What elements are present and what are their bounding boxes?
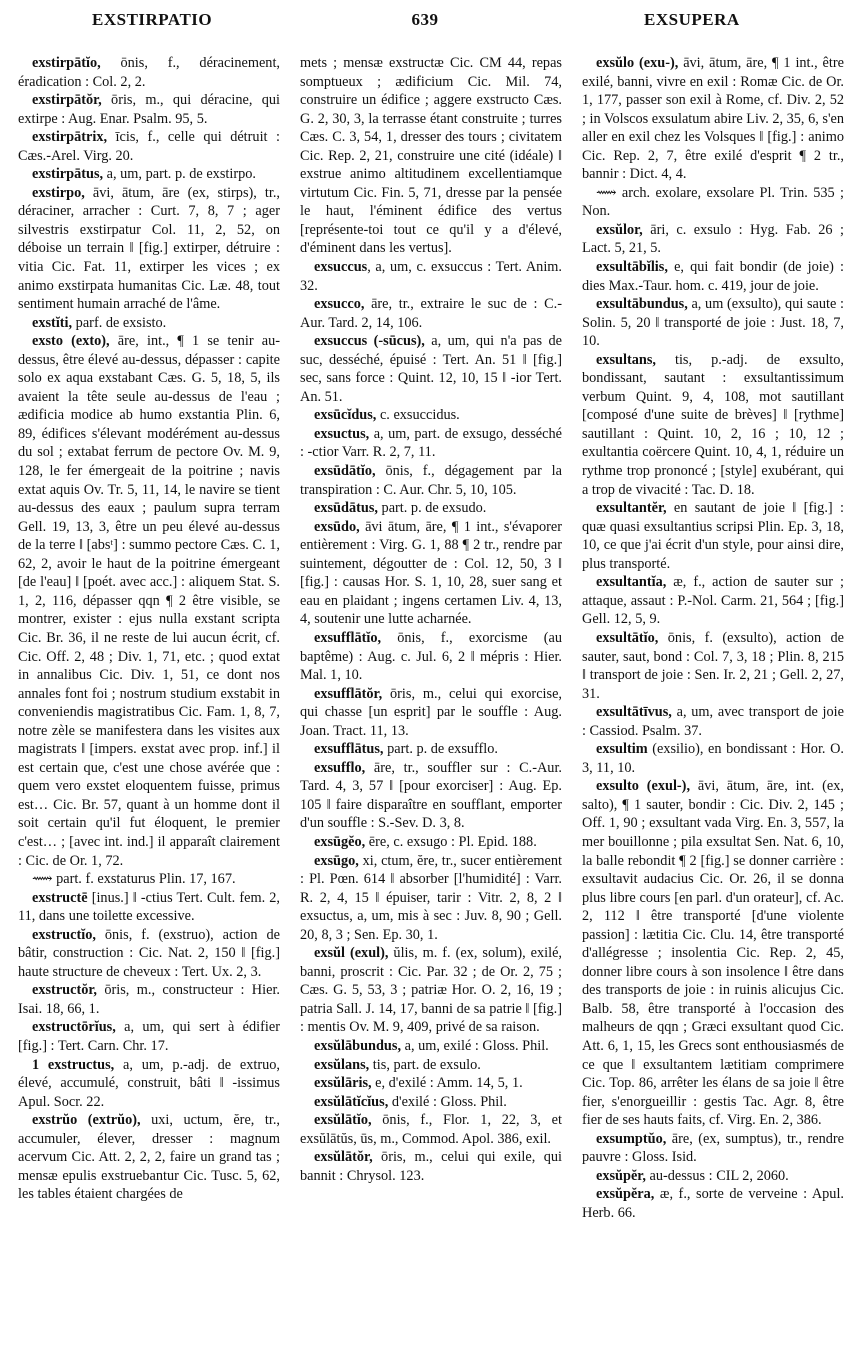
entry-headword: exsūdātĭo, [314,463,376,480]
dictionary-entry [300,462,562,499]
dictionary-entry [582,499,844,573]
entry-definition: āre, int., ¶ 1 se tenir au-dessus, être élevé au-dessus, dépasser : capite solo ex aqua exstabant Cæs. G. 5, 18, 5, ils avaient la tête seule au-dessus de l'eau ; ædificia modice ab humo exstantia Plin. 6, 89, édifices s'élevant modérément au-dessus du sol ; extabat ferrum de pectore Ov. M. 9, 128, le fer émergeait de la poitrine ; navis extat aquis Ov. Tr. 5, 11, 14, le navire se tient au-dessus des eaux ; paulum supra terram Gell. 19, 13, 3, être un peu élevé au-dessus de la terre ‖ [absᵗ] : summo pectore Cæs. C. 1, 62, 2, avoir le haut de la poitrine émergeant [de l'eau] ‖ [poét. avec acc.] : aliquem Stat. S. 1, 2, 116, dépasser qqn ¶ 2 être visible, se montrer, exister : ejus nulla exstant scripta Cic. Br. 36, il ne reste de lui aucun écrit, cf. Cic. Off. 2, 48 ; Div. 1, 71, etc. ; quod extat in annalibus Cic. Div. 1, 51, ce dont nos annales font foi ; nostrum studium exstabit in conveniendis magistratibus Cic. Fam. 1, 8, 7, notre zèle se manifestera dans les visites aux magistrats ‖ [impers. exstat avec prop. inf.] il est certain que, c'est une chose avérée que : quem vero exstet eloquentem fuisse, primus est… Cic. Br. 57, quant à un homme dont il soit certain qu'il fut éloquent, le premier c'est… ; [avec int. ind.] il apparaît clairement : Cic. de Or. 1, 72. [18,333,280,869]
entry-headword: exsūgo, [314,852,359,869]
entry-headword: exstructē [32,889,88,906]
dictionary-entry [300,499,562,518]
entry-headword: exsuccus [314,259,368,276]
dictionary-entry [18,91,280,128]
dictionary-entry [300,1037,562,1056]
entry-headword: exsŭlāris, [314,1075,372,1092]
dictionary-entry [582,1167,844,1186]
dictionary-entry [18,332,280,870]
dictionary-entry [300,852,562,945]
dictionary-entry [300,1148,562,1185]
entry-headword: exsŭlātŏr, [314,1149,373,1166]
dictionary-entry [18,1018,280,1055]
entry-headword: exsucco, [314,296,365,313]
entry-headword: exsŭlābundus, [314,1037,402,1054]
entry-headword: exsufflātus, [314,741,384,758]
entry-definition: āri, c. exsulo : Hyg. Fab. 26 ; Lact. 5, 21, 5. [582,221,844,257]
dictionary-entry [18,926,280,982]
page-header [0,0,850,40]
entry-headword: exsŭlātĭcĭus, [314,1093,389,1110]
entry-headword: 1 exstructus, [32,1056,115,1073]
entry-definition: part. p. de exsudo. [377,500,487,517]
entry-headword: exsufflātŏr, [314,685,383,702]
entry-definition: en sautant de joie ‖ [fig.] : quæ quasi exsultantius scripsi Plin. Ep. 3, 18, 10, ce que j'ai écrit d'un style, pour ainsi dire, plus transporté. [582,500,844,572]
entry-definition: a, um, part. de exsugo, desséché : -ctior Varr. R. 2, 7, 11. [300,425,562,461]
dictionary-entry [300,944,562,1037]
column-left [18,54,280,1356]
dictionary-entry [18,981,280,1018]
entry-definition: c. exsuccidus. [376,407,460,424]
dictionary-entry [300,740,562,759]
entry-definition: æ, f., action de sauter sur ; attaque, assaut : P.-Nol. Carm. 21, 564 ; [fig.] Gell. 12, 5, 9. [582,574,844,628]
dictionary-entry [582,629,844,703]
entry-definition: d'exilé : Gloss. Phil. [388,1093,507,1110]
entry-headword: exstirpo, [32,184,85,201]
entry-definition: ōris, m., qui déracine, qui extirpe : Aug. Enar. Psalm. 95, 5. [18,92,280,127]
entry-headword: exsto (exto), [32,333,110,350]
entry-headword: exsŭlor, [596,221,643,238]
dictionary-entry [582,740,844,777]
entry-headword: exsumptŭo, [596,1130,667,1147]
entry-definition: ⟿ arch. exolare, exsolare Pl. Trin. 535 ; Non. [582,184,844,220]
dictionary-entry [582,221,844,258]
dictionary-entry [300,629,562,685]
entry-definition: uxi, uctum, ĕre, tr., accumuler, élever, dresser : magnum acervum Cic. Att. 2, 2, 2, faire un grand tas ; mensæ epulis exstruebantur Cic. Tusc. 5, 62, les tables étaient chargées de [18,1112,280,1203]
entry-definition: ōris, m., constructeur : Hier. Isai. 18, 66, 1. [18,982,280,1017]
entry-headword: exstrŭo (extrŭo), [32,1112,141,1129]
entry-definition: mets ; mensæ exstructæ Cic. CM 44, repas somptueux ; ædificium Cic. Mil. 74, construire un édifice ; aggere exstructo Cæs. G. 2, 30, 3, la terrasse étant construite ; turres Cæs. C. 3, 54, 1, dresser des tours ; civitatem Cic. Rep. 2, 21, construire une cité (idéale) ‖ exstrue animo altitudinem excellentiamque virtutum Cic. Fin. 5, 71, dresse par la pensée le haut, l'éminent édifice des vertus [représente-toi tout ce qu'il y a d'élevé, d'éminent dans les vertus]. [300,55,562,257]
entry-headword: exsuccus (-sūcus), [314,333,425,350]
entry-definition: āvi, ātum, āre, ¶ 1 int., être exilé, banni, vivre en exil : Romæ Cic. de Or. 1, 177, passer son exil à Rome, cf. Div. 2, 52 ; in Volscos exsulatum abire Liv. 2, 35, 6, s'en aller en exil chez les Volsques ‖ [fig.] : animo Cic. Rep. 2, 7, être exilé d'esprit ¶ 2 tr., bannir : Dict. 4, 4. [582,55,844,183]
dictionary-entry [300,295,562,332]
entry-headword: exsūcĭdus, [314,407,377,424]
entry-definition: ēre, c. exsugo : Pl. Epid. 188. [365,833,537,850]
entry-definition: e, qui fait bondir (de joie) : dies Max.-Taur. hom. c. 419, jour de joie. [582,259,844,294]
entry-definition: au-dessus : CIL 2, 2060. [645,1167,789,1184]
entry-headword: exsultātĭo, [596,629,659,646]
dictionary-entry [18,889,280,926]
entry-definition: a, um, p.-adj. de extruo, élevé, accumulé, construit, bâti ‖ -issimus Apul. Socr. 22. [18,1056,280,1110]
column-right [582,54,844,1356]
dictionary-entry [18,870,280,889]
entry-definition: xi, ctum, ĕre, tr., sucer entièrement : Pl. Pœn. 614 ‖ absorber [l'humidité] : Varr. R. 2, 4, 15 ‖ épuiser, tarir : Vitr. 2, 8, 2 ‖ exsuctus, a, um, mis à sec : Juv. 8, 90 ; Gell. 20, 8, 3 ; Sen. Ep. 30, 1. [300,852,562,943]
dictionary-entry [582,777,844,1129]
entry-headword: exsultābundus, [596,296,688,313]
dictionary-entry [582,184,844,221]
entry-headword: exstructōrĭus, [32,1019,116,1036]
entry-definition: āre, tr., extraire le suc de : C.-Aur. Tard. 2, 14, 106. [300,296,562,331]
dictionary-entry [300,258,562,295]
entry-definition: ōnis, f., exorcisme (au baptême) : Aug. c. Jul. 6, 2 ‖ mépris : Hier. Mal. 1, 10. [300,629,562,684]
entry-headword: exstirpātĭo, [32,55,101,71]
column-middle [300,54,562,1356]
entry-headword: exsuctus, [314,425,370,442]
entry-definition: a, um, part. p. de exstirpo. [103,166,256,183]
dictionary-entry [300,759,562,833]
entry-definition: āre, tr., souffler sur : C.-Aur. Tard. 4, 3, 57 ‖ [pour exorciser] : Aug. Ep. 105 ‖ faire disparaître en soufflant, emporter d'un souffle : S.-Sev. D. 3, 8. [300,759,562,832]
entry-headword: exsultābĭlis, [596,259,668,276]
dictionary-entry [18,1056,280,1112]
entry-headword: exstructŏr, [32,982,97,999]
entry-headword: exstĭti, [32,314,73,331]
entry-definition: a, um, avec transport de joie : Cassiod. Psalm. 37. [582,704,844,739]
entry-headword: exsŭl (exul), [314,945,389,962]
entry-headword: exsŭlātĭo, [314,1112,372,1129]
entry-definition: æ, f., sorte de verveine : Apul. Herb. 66. [582,1186,844,1221]
dictionary-entry [300,1074,562,1093]
entry-definition: ōnis, f., dégagement par la transpiration : C. Aur. Chr. 5, 10, 105. [300,463,562,498]
entry-headword: exsultantĭa, [596,574,667,591]
entry-definition: āvi, ātum, āre, int. (ex, salto), ¶ 1 sauter, bondir : Cic. Div. 2, 145 ; Off. 1, 90 ; exsultant vada Virg. En. 3, 557, la mer bouillonne ; pila exsultat Sen. Nat. 6, 10, la balle rebondit ¶ 2 [fig.] se donner carrière : exsultavit audacius Cic. Or. 26, il se donna plus libre cours [en parl. d'un orateur], cf. Ac. 2, 112 ‖ être transporté [d'une violente passion] : lætitia Cic. Clu. 14, être transporté d'allégresse ; insolentia Cic. Rep. 2, 45, donner libre cours à son insolence ‖ être dans des transports de joie : in ruinis alicujus Cic. Balb. 58, être transporté à l'occasion des malheurs de qqn ; Græci exsultant quod Cic. Att. 6, 1, 15, les Grecs sont enthousiasmés de ce que ‖ exsultantem lætitiam comprimere Cic. Top. 86, arrêter les élans de sa joie ‖ être fier, s'enorgueillir : gestis Tac. Agr. 8, être fier de ses hauts faits, cf. Virg. En. 2, 386. [582,778,844,1129]
entry-headword: exsufflātĭo, [314,629,382,646]
dictionary-entry [18,314,280,333]
entry-headword: exsultātīvus, [596,704,672,721]
dictionary-entry [300,833,562,852]
entry-definition: ōris, m., celui qui exile, qui bannit : Chrysol. 123. [300,1149,562,1184]
entry-headword: exsultim [596,741,648,758]
entry-headword: exstirpātrix, [32,129,108,146]
entry-definition: [inus.] ‖ -ctius Tert. Cult. fem. 2, 11, dans une toilette excessive. [18,889,280,925]
entry-definition: īcis, f., celle qui détruit : Cæs.-Arel. Virg. 20. [18,129,280,164]
page-number: 639 [411,10,439,29]
entry-definition: parf. de exsisto. [72,314,167,331]
entry-definition: part. p. de exsufflo. [383,741,498,758]
entry-definition: ⟿ part. f. exstaturus Plin. 17, 167. [32,871,236,888]
dictionary-entry [582,258,844,295]
entry-definition: āvi ātum, āre, ¶ 1 int., s'évaporer entièrement : Virg. G. 1, 88 ¶ 2 tr., rendre par suintement, dégoutter de : Col. 12, 50, 3 ‖ [fig.] : causas Hor. S. 1, 10, 28, suer sang et eau en plaidant ; ingens certamen Liv. 4, 13, 4, soutenir une lutte acharnée. [300,518,562,628]
entry-headword: exstirpātŏr, [32,92,102,109]
dictionary-entry [582,1130,844,1167]
entry-definition: tis, part. de exsulo. [369,1056,481,1073]
entry-headword: exstructĭo, [32,926,96,943]
dictionary-entry [300,332,562,406]
dictionary-entry [582,351,844,499]
dictionary-entry [582,295,844,351]
entry-definition: ōnis, f. (exstruo), action de bâtir, construction : Cic. Nat. 2, 150 ‖ [fig.] haute structure de cheveux : Tert. Ux. 2, 3. [18,926,280,980]
dictionary-entry [300,518,562,629]
entry-definition: āvi, ātum, āre (ex, stirps), tr., déraciner, arracher : Curt. 7, 8, 7 ; ager silvestris exstirpatur Col. 11, 2, 52, on déboise un terrain ‖ [fig.] extirper, détruire : vitia Cic. Fat. 11, extirper les vices ; ex animo exstirpata humanitas Cic. Læ. 48, tout sentiment humain arraché de l'âme. [18,184,280,313]
entry-headword: exsŭpĕra, [596,1186,655,1203]
dictionary-entry [18,54,280,91]
dictionary-entry [300,1093,562,1112]
running-head-right: EXSUPERA [644,10,740,29]
entry-headword: exsŭlo (exu-), [596,55,679,71]
entry-definition: a, um, qui n'a pas de suc, desséché, épuisé : Tert. An. 51 ‖ [fig.] sec, sans force : Quint. 12, 10, 15 ‖ -ior Tert. An. 51. [300,333,562,405]
entry-headword: exsulto (exul-), [596,778,691,795]
dictionary-entry [300,1056,562,1075]
entry-definition: , a, um, c. exsuccus : Tert. Anim. 32. [300,259,562,294]
entry-definition: ōris, m., celui qui exorcise, qui chasse [un esprit] par le souffle : Aug. Joan. Tract. 11, 13. [300,685,562,739]
entry-headword: exsultans, [596,351,656,368]
entry-headword: exstirpātus, [32,166,104,183]
dictionary-entry [18,184,280,314]
dictionary-entry [582,573,844,629]
dictionary-entry [18,128,280,165]
dictionary-entry [582,1185,844,1222]
running-head-left: EXSTIRPATIO [92,10,213,29]
entry-definition: a, um, exilé : Gloss. Phil. [401,1037,549,1054]
entry-headword: exsufflo, [314,759,366,776]
entry-headword: exsultantĕr, [596,500,667,517]
entry-definition: tis, p.-adj. de exsulto, bondissant, sautant : exsultantissimum verbum Quint. 9, 4, 108, mot sautillant [composé d'une suite de brèves] ‖ [rythme] sautillant : Quint. 10, 2, 16 ; 10, 12 ; exultantia coërcere Quint. 10, 4, 1, réduire un rythme trop prononcé ; [style] exubérant, qui a trop de vivacité : Tac. D. 18. [582,351,844,498]
entry-definition: ŭlis, m. f. (ex, solum), exilé, banni, proscrit : Cic. Par. 32 ; de Or. 2, 75 ; Cæs. G. 5, 53, 3 ; patriæ Hor. O. 2, 16, 19 ; patria Sall. J. 14, 17, banni de sa patrie ‖ [fig.] : mentis Ov. M. 9, 409, privé de sa raison. [300,945,562,1036]
entry-definition: ōnis, f. (exsulto), action de sauter, saut, bond : Col. 7, 3, 18 ; Plin. 8, 215 ‖ transport de joie : Sen. Ir. 2, 21 ; Gell. 2, 27, 31. [582,629,844,702]
dictionary-entry [300,685,562,741]
entry-definition: ōnis, f., déracinement, éradication : Col. 2, 2. [18,55,280,90]
dictionary-entry [300,425,562,462]
entry-headword: exsūgĕo, [314,833,366,850]
dictionary-entry [18,165,280,184]
dictionary-entry [300,406,562,425]
entry-definition: a, um (exsulto), qui saute : Solin. 5, 20 ‖ transporté de joie : Just. 18, 7, 10. [582,296,844,350]
entry-definition: (exsilio), en bondissant : Hor. O. 3, 11, 10. [582,741,844,776]
dictionary-entry [300,1111,562,1148]
entry-headword: exsŭpĕr, [596,1167,646,1184]
entry-headword: exsūdātus, [314,500,378,517]
dictionary-entry [18,1111,280,1204]
entry-definition: a, um, qui sert à édifier [fig.] : Tert. Carn. Chr. 17. [18,1019,280,1054]
entry-headword: exsūdo, [314,518,360,535]
entry-definition: āre, (ex, sumptus), tr., rendre pauvre : Gloss. Isid. [582,1130,844,1166]
dictionary-entry [582,54,844,184]
entry-headword: exsŭlans, [314,1056,370,1073]
dictionary-entry [300,54,562,258]
dictionary-entry [582,703,844,740]
entry-definition: ōnis, f., Flor. 1, 22, 3, et exsŭlātŭs, ūs, m., Commod. Apol. 386, exil. [300,1112,562,1147]
entry-definition: e, d'exilé : Amm. 14, 5, 1. [371,1075,523,1092]
